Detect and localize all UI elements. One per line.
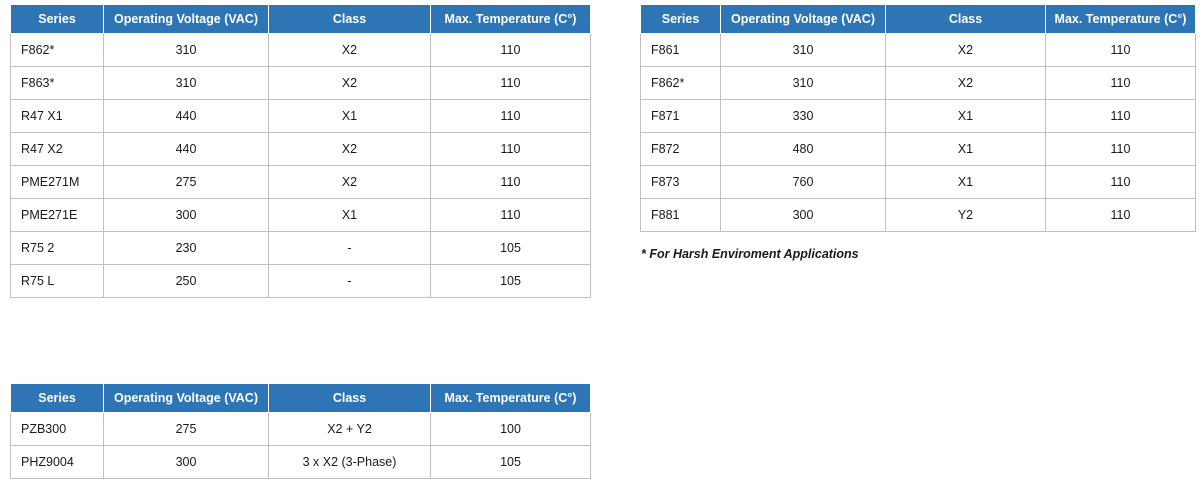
cell-class: X2 + Y2 (269, 413, 431, 446)
cell-temperature: 105 (431, 265, 591, 298)
cell-voltage: 230 (104, 232, 269, 265)
column-header-series: Series (641, 5, 721, 34)
capacitor-series-table-bottom (10, 383, 591, 479)
table-row (11, 232, 591, 265)
cell-series: F862* (641, 67, 721, 100)
cell-series: R75 L (11, 265, 104, 298)
cell-temperature: 105 (431, 446, 591, 479)
cell-temperature: 105 (431, 232, 591, 265)
cell-temperature: 110 (1046, 100, 1196, 133)
cell-series: PZB300 (11, 413, 104, 446)
cell-series: R47 X2 (11, 133, 104, 166)
column-header-operating-voltage: Operating Voltage (VAC) (721, 5, 886, 34)
cell-class: 3 x X2 (3-Phase) (269, 446, 431, 479)
cell-temperature: 110 (1046, 34, 1196, 67)
cell-series: F863* (11, 67, 104, 100)
column-header-operating-voltage: Operating Voltage (VAC) (104, 5, 269, 34)
cell-class: X1 (886, 100, 1046, 133)
column-header-class: Class (886, 5, 1046, 34)
column-header-operating-voltage: Operating Voltage (VAC) (104, 384, 269, 413)
cell-voltage: 250 (104, 265, 269, 298)
cell-voltage: 760 (721, 166, 886, 199)
column-header-max-temperature: Max. Temperature (C°) (431, 384, 591, 413)
cell-series: F871 (641, 100, 721, 133)
cell-voltage: 310 (104, 67, 269, 100)
cell-class: - (269, 232, 431, 265)
harsh-environment-footnote: * For Harsh Enviroment Applications (641, 247, 859, 261)
cell-temperature: 110 (1046, 199, 1196, 232)
cell-temperature: 110 (431, 100, 591, 133)
cell-temperature: 100 (431, 413, 591, 446)
cell-series: PME271E (11, 199, 104, 232)
cell-class: X1 (886, 133, 1046, 166)
cell-voltage: 480 (721, 133, 886, 166)
cell-voltage: 310 (721, 34, 886, 67)
cell-temperature: 110 (1046, 67, 1196, 100)
table-row (641, 133, 1196, 166)
cell-temperature: 110 (431, 34, 591, 67)
spec-table (640, 4, 1196, 232)
table-row (11, 133, 591, 166)
table-header-row (641, 5, 1196, 34)
table-row (641, 100, 1196, 133)
cell-voltage: 275 (104, 166, 269, 199)
table-row (641, 199, 1196, 232)
cell-class: - (269, 265, 431, 298)
cell-voltage: 310 (104, 34, 269, 67)
cell-series: R75 2 (11, 232, 104, 265)
table-row (11, 265, 591, 298)
cell-voltage: 300 (721, 199, 886, 232)
table-row (641, 166, 1196, 199)
cell-temperature: 110 (431, 199, 591, 232)
cell-class: X1 (886, 166, 1046, 199)
table-row (11, 34, 591, 67)
cell-voltage: 300 (104, 199, 269, 232)
cell-class: Y2 (886, 199, 1046, 232)
table-row (11, 199, 591, 232)
table-row (11, 100, 591, 133)
table-row (11, 67, 591, 100)
spec-table (10, 4, 591, 298)
column-header-max-temperature: Max. Temperature (C°) (1046, 5, 1196, 34)
column-header-class: Class (269, 384, 431, 413)
cell-class: X2 (269, 166, 431, 199)
cell-series: PHZ9004 (11, 446, 104, 479)
spec-table (10, 383, 591, 479)
column-header-class: Class (269, 5, 431, 34)
cell-class: X1 (269, 100, 431, 133)
table-row (641, 67, 1196, 100)
cell-series: F873 (641, 166, 721, 199)
cell-class: X2 (269, 67, 431, 100)
cell-voltage: 310 (721, 67, 886, 100)
cell-class: X2 (886, 67, 1046, 100)
cell-class: X2 (269, 133, 431, 166)
cell-series: PME271M (11, 166, 104, 199)
cell-class: X1 (269, 199, 431, 232)
cell-temperature: 110 (431, 67, 591, 100)
cell-temperature: 110 (431, 133, 591, 166)
column-header-series: Series (11, 384, 104, 413)
cell-class: X2 (269, 34, 431, 67)
cell-series: R47 X1 (11, 100, 104, 133)
column-header-series: Series (11, 5, 104, 34)
table-row (641, 34, 1196, 67)
cell-class: X2 (886, 34, 1046, 67)
cell-series: F862* (11, 34, 104, 67)
cell-voltage: 275 (104, 413, 269, 446)
cell-voltage: 300 (104, 446, 269, 479)
table-header-row (11, 5, 591, 34)
table-row (11, 446, 591, 479)
capacitor-series-table-right (640, 4, 1196, 232)
cell-temperature: 110 (1046, 133, 1196, 166)
table-row (11, 166, 591, 199)
column-header-max-temperature: Max. Temperature (C°) (431, 5, 591, 34)
cell-temperature: 110 (431, 166, 591, 199)
capacitor-series-table-left (10, 4, 591, 298)
cell-voltage: 330 (721, 100, 886, 133)
table-row (11, 413, 591, 446)
cell-temperature: 110 (1046, 166, 1196, 199)
cell-series: F881 (641, 199, 721, 232)
cell-series: F861 (641, 34, 721, 67)
cell-series: F872 (641, 133, 721, 166)
cell-voltage: 440 (104, 100, 269, 133)
table-header-row (11, 384, 591, 413)
cell-voltage: 440 (104, 133, 269, 166)
